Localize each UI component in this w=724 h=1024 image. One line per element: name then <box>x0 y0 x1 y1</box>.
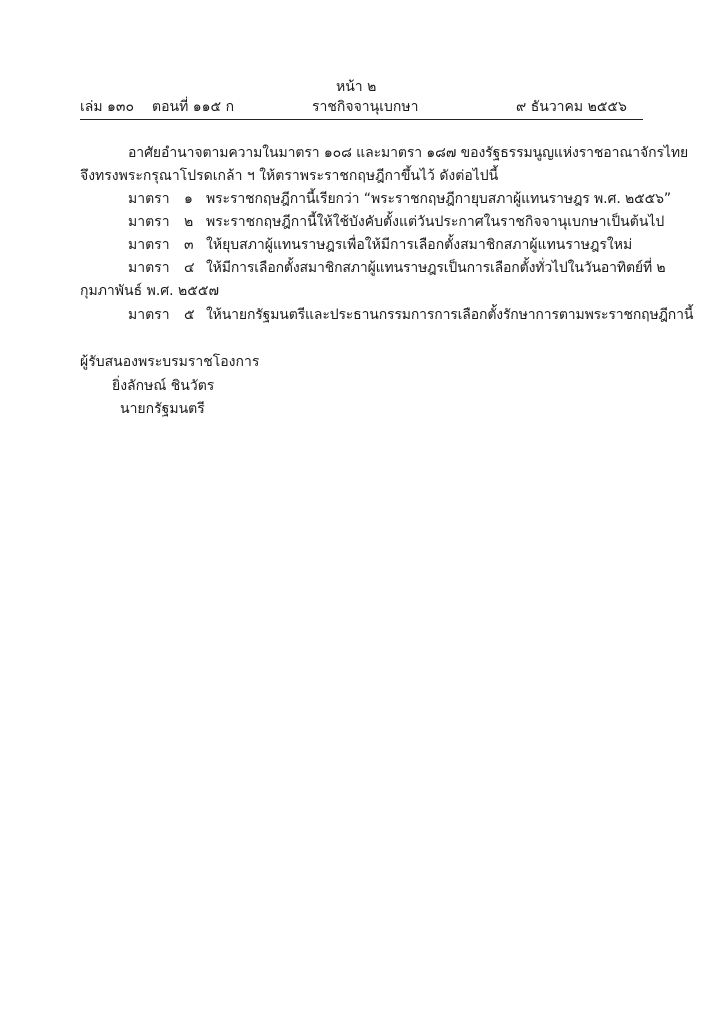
volume-number: เล่ม ๑๓๐ <box>80 99 135 115</box>
section-label: มาตรา <box>128 307 170 323</box>
section-number: ๕ <box>184 307 195 323</box>
section-number: ๒ <box>184 214 194 230</box>
section-text: พระราชกฤษฎีกานี้ให้ใช้บังคับตั้งแต่วันประกาศในราชกิจจานุเบกษาเป็นต้นไป <box>206 214 665 230</box>
preamble-line-1: อาศัยอำนาจตามความในมาตรา ๑๐๘ และมาตรา ๑๘๗ ของรัฐธรรมนูญแห่งราชอาณาจักรไทย <box>128 145 689 161</box>
section-label: มาตรา <box>128 214 170 230</box>
header-divider <box>80 119 643 120</box>
section-number: ๓ <box>184 237 194 253</box>
signatory-name: ยิ่งลักษณ์ ชินวัตร <box>112 378 215 394</box>
section-text: พระราชกฤษฎีกานี้เรียกว่า “พระราชกฤษฎีกายุบสภาผู้แทนราษฎร พ.ศ. ๒๕๕๖” <box>206 191 672 207</box>
signatory-position: นายกรัฐมนตรี <box>120 401 205 417</box>
section-text: ให้มีการเลือกตั้งสมาชิกสภาผู้แทนราษฎรเป็นการเลือกตั้งทั่วไปในวันอาทิตย์ที่ ๒ <box>206 260 666 276</box>
section-text: ให้นายกรัฐมนตรีและประธานกรรมการการเลือกตั้งรักษาการตามพระราชกฤษฎีกานี้ <box>206 307 694 323</box>
section-label: มาตรา <box>128 260 170 276</box>
section-number: ๑ <box>184 191 193 207</box>
issue-number: ตอนที่ ๑๑๕ ก <box>152 99 235 115</box>
publication-name: ราชกิจจานุเบกษา <box>312 99 419 115</box>
section-text: ให้ยุบสภาผู้แทนราษฎรเพื่อให้มีการเลือกตั้งสมาชิกสภาผู้แทนราษฎรใหม่ <box>206 237 633 253</box>
publication-date: ๙ ธันวาคม ๒๕๕๖ <box>516 99 627 115</box>
section-number: ๔ <box>184 260 195 276</box>
page-number: หน้า ๒ <box>336 79 377 95</box>
preamble-line-2: จึงทรงพระกรุณาโปรดเกล้า ฯ ให้ตราพระราชกฤษฎีกาขึ้นไว้ ดังต่อไปนี้ <box>80 168 499 184</box>
section-label: มาตรา <box>128 237 170 253</box>
section-label: มาตรา <box>128 191 170 207</box>
countersign-label: ผู้รับสนองพระบรมราชโองการ <box>80 354 260 370</box>
section-text-continued: กุมภาพันธ์ พ.ศ. ๒๕๕๗ <box>80 283 220 299</box>
